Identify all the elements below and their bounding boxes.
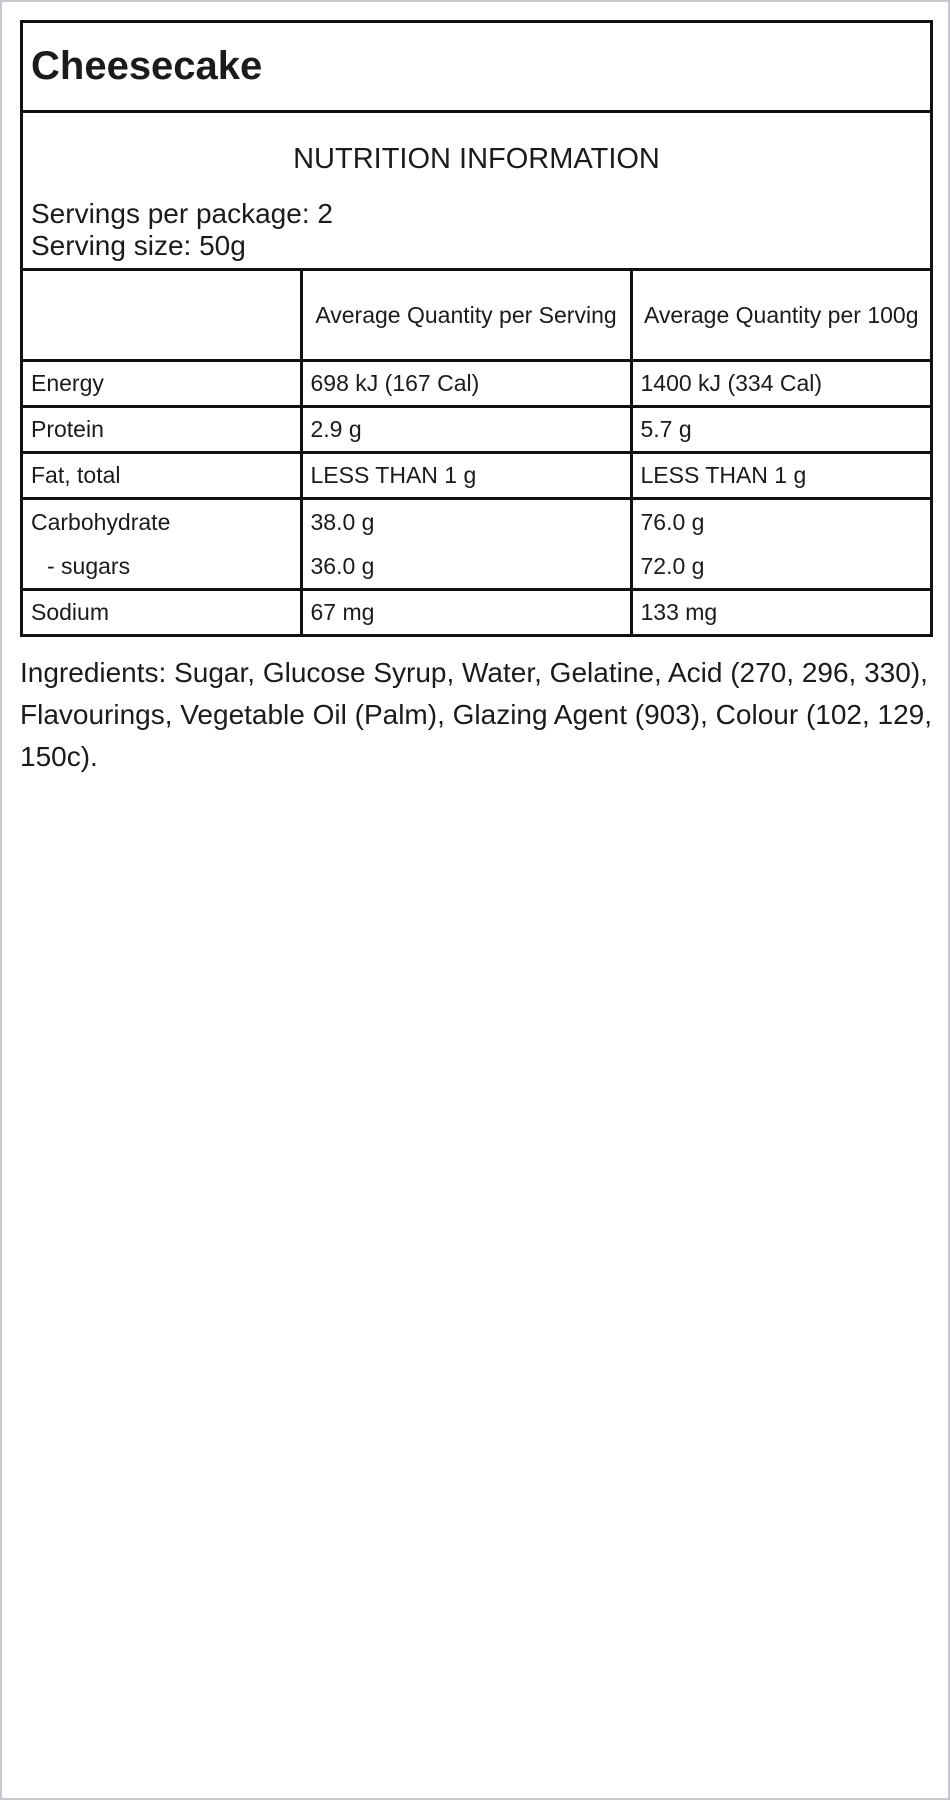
row-per-100g: LESS THAN 1 g	[631, 453, 930, 499]
row-per-100g: 5.7 g	[631, 407, 930, 453]
row-per-serving: 2.9 g	[301, 407, 631, 453]
table-header-row	[23, 271, 930, 361]
product-title-box	[23, 23, 930, 113]
sugars-label: - sugars	[47, 553, 131, 579]
nutrition-heading: NUTRITION INFORMATION	[293, 143, 660, 175]
row-label: Fat, total	[23, 453, 301, 499]
product-title: Cheesecake	[31, 44, 263, 88]
table-row-carbohydrate	[23, 499, 930, 590]
row-per-100g: 133 mg	[631, 590, 930, 635]
carbohydrate-per-serving: 38.0 g	[310, 509, 375, 535]
header-per-serving: Average Quantity per Serving	[301, 271, 631, 361]
row-label: Sodium	[23, 590, 301, 635]
row-per-100g	[631, 499, 930, 590]
nutrition-label-panel	[20, 20, 933, 637]
table-row-energy	[23, 361, 930, 407]
table-row-fat	[23, 453, 930, 499]
nutrition-info-box	[23, 113, 930, 271]
table-row-protein	[23, 407, 930, 453]
sugars-per-serving: 36.0 g	[310, 553, 375, 579]
header-per-100g: Average Quantity per 100g	[631, 271, 930, 361]
servings-per-package: Servings per package: 2	[31, 198, 333, 229]
header-label-cell	[23, 271, 301, 361]
carbohydrate-per-100g: 76.0 g	[640, 509, 705, 535]
row-per-serving: LESS THAN 1 g	[301, 453, 631, 499]
row-per-serving	[301, 499, 631, 590]
sugars-per-100g: 72.0 g	[640, 553, 705, 579]
serving-size: Serving size: 50g	[31, 230, 246, 261]
row-label: Energy	[23, 361, 301, 407]
row-per-serving: 698 kJ (167 Cal)	[301, 361, 631, 407]
nutrition-table	[23, 271, 930, 634]
row-label: Protein	[23, 407, 301, 453]
row-per-serving: 67 mg	[301, 590, 631, 635]
row-per-100g: 1400 kJ (334 Cal)	[631, 361, 930, 407]
row-label	[23, 499, 301, 590]
carbohydrate-label: Carbohydrate	[31, 509, 171, 535]
ingredients-text: Ingredients: Sugar, Glucose Syrup, Water, Gelatine, Acid (270, 296, 330), Flavourings, Vegetable Oil (Palm), Glazing Agent (903), Colour (102, 129, 150c).	[20, 657, 933, 772]
table-row-sodium	[23, 590, 930, 635]
